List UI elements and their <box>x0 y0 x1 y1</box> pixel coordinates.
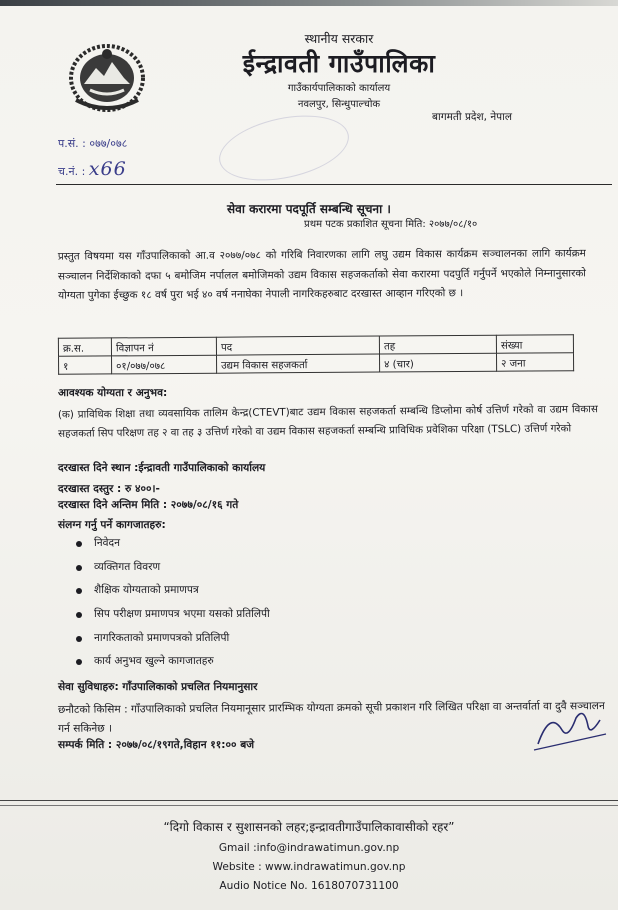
vacancy-table <box>58 334 574 375</box>
cell-count: २ जना <box>496 353 573 372</box>
selection-method: छनौटको किसिम : गाँउपालिकाको प्रचलित नियमानूसार प्रारम्भिक योग्यता क्रमको सूची प्रकाशन गरि लिखित परिक्षा वा अन्तर्वार्ता वा दुवै सञ्चालन गर्न सकिनेछ । <box>57 700 605 735</box>
qualification-label: आवश्यक योग्यता र अनुभव: <box>58 387 168 399</box>
col-count: संख्या <box>496 335 573 354</box>
list-item: कार्य अनुभव खुल्ने कागजातहरु <box>70 654 270 678</box>
footer-audio-notice: Audio Notice No. 1618070731100 <box>219 880 399 892</box>
list-item: शैक्षिक योग्यताको प्रमाणपत्र <box>70 583 270 607</box>
dispatch-value: x66 <box>88 158 127 180</box>
footer-website: Website : www.indrawatimun.gov.np <box>212 861 406 873</box>
footer-divider-thin <box>0 805 618 806</box>
cell-level: ४ (चार) <box>379 353 496 372</box>
application-fee: दरखास्त दस्तुर : रु ४००।- <box>58 483 160 495</box>
dispatch-label: च.नं. : <box>58 165 86 178</box>
list-item: निवेदन <box>70 536 270 560</box>
qualification-text: (क) प्राविधिक शिक्षा तथा व्यवसायिक तालिम केन्द्र(CTEVT)बाट उद्यम विकास सहजकर्ता सम्बन्धि डिप्लोमा कोर्ष उत्तिर्ण गरेको वा उद्यम विकास सहजकर्ता सिप परिक्षण तह २ वा तह ३ उत्तिर्ण गरेको वा उद्यम विकास सहजकर्ता सम्बन्धि प्राविधिक प्रवेशिका परिक्षा (TSLC) उत्तिर्ण गरेको <box>57 403 598 440</box>
dispatch-number <box>58 158 127 180</box>
notice-title: सेवा करारमा पदपूर्ति सम्बन्धि सूचना । <box>227 202 391 216</box>
col-serial: क्र.स. <box>58 338 111 356</box>
list-item: नागरिकताको प्रमाणपत्रको प्रतिलिपी <box>70 631 270 655</box>
office-name: गाउँकार्यपालिकाको कार्यालय <box>287 83 391 94</box>
footer-motto: “दिगो विकास र सुशासनको लहर;इन्द्रावतीगाउँपालिकावासीको रहर” <box>163 820 455 834</box>
faint-stamp <box>213 105 355 191</box>
top-edge-shadow <box>0 0 618 6</box>
notice-intro: प्रस्तुत विषयमा यस गाँउपालिकाको आ.व २०७७/०७८ को गरिबि निवारणका लागि लघु उद्यम विकास कार्यक्रम सञ्चालनका लागि कार्यक्रम सञ्चालन निर्देशिकाको दफा ५ बमोजिम नर्पालल बमोजिमको उद्यम विकास सहजकर्ताको सेवा करारमा पदपुर्ति गर्नुपर्ने भएकोले निम्नानुसारको योग्यता पुगेका ईच्छुक १८ वर्ष पुरा भई ४० वर्ष ननाघेका नेपाली नागरिकहरुबाट दरखास्त आव्हान गरिएको छ । <box>57 247 587 302</box>
local-government-label: स्थानीय सरकार <box>304 31 374 46</box>
province-label: बागमती प्रदेश, नेपाल <box>432 111 512 123</box>
notice-subtitle: प्रथम पटक प्रकाशित सूचना मिति: २०७७/०८/१० <box>304 219 478 230</box>
documents-label: संलग्न गर्नु पर्ने कागजातहरु: <box>58 519 166 531</box>
col-advert-no: विज्ञापन नं <box>111 337 216 356</box>
list-item: सिप परीक्षण प्रमाणपत्र भएमा यसको प्रतिलिपी <box>70 607 270 631</box>
footer-divider <box>0 800 618 801</box>
reference-number: प.सं. : ०७७/०७८ <box>58 137 128 150</box>
col-level: तह <box>379 335 496 354</box>
list-item: व्यक्तिगत विवरण <box>70 560 270 584</box>
application-place: दरखास्त दिने स्थान :ईन्द्रावती गाउँपालिकाको कार्यालय <box>58 462 266 474</box>
cell-serial: १ <box>59 356 112 374</box>
documents-list <box>70 536 270 678</box>
office-address: नवलपुर, सिन्धुपाल्चोक <box>297 99 381 110</box>
municipality-name: ईन्द्रावती गाउँपालिका <box>242 49 436 78</box>
service-facility: सेवा सुविधाहरु: गाँउपालिकाको प्रचलित नियमानुसार <box>58 681 258 693</box>
footer-gmail: Gmail :info@indrawatimun.gov.np <box>218 842 400 854</box>
table-row <box>59 353 574 375</box>
contact-date: सम्पर्क मिति : २०७७/०८/१९गते,विहान ११:०० बजे <box>58 739 255 751</box>
header-divider <box>56 184 612 185</box>
col-post: पद <box>216 336 379 355</box>
official-stamp-icon <box>534 748 618 790</box>
cell-post: उद्यम विकास सहजकर्ता <box>217 354 380 373</box>
cell-advert-no: ०१/०७७/०७८ <box>112 355 217 374</box>
application-deadline: दरखास्त दिने अन्तिम मिति : २०७७/०८/१६ गते <box>58 499 239 511</box>
